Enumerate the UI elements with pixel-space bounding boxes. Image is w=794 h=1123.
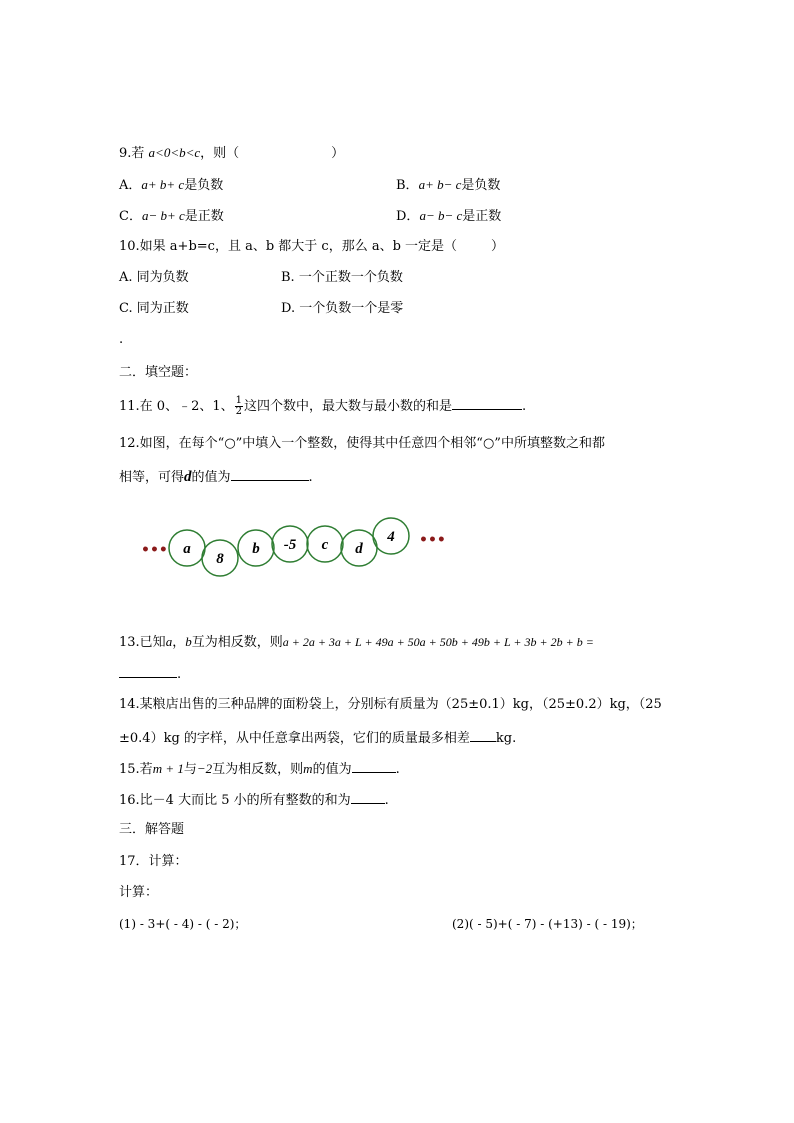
section-3-heading: 三．解答题 — [119, 822, 185, 837]
q10-option-a: A. 同为负数 — [119, 270, 189, 285]
q14-line-1: 14.某粮店出售的三种品牌的面粉袋上，分别标有质量为（25±0.1）kg，（25±0.2）kg，（25 — [119, 697, 662, 712]
q11-answer-blank[interactable] — [452, 396, 522, 410]
q10-stem: 10.如果 a+b=c，且 a、b 都大于 c，那么 a、b 一定是（ ） — [119, 239, 505, 254]
q10-option-c: C. 同为正数 — [119, 301, 189, 316]
circle-neg5 — [272, 526, 308, 562]
q12-line-1: 12.如图，在每个“○”中填入一个整数，使得其中任意四个相邻“○”中所填整数之和都 — [119, 436, 605, 451]
q10-option-b: B. 一个正数一个负数 — [281, 270, 403, 285]
q9-option-d: D．a− b− c是正数 — [396, 208, 502, 224]
svg-text:a: a — [183, 541, 191, 557]
q15-answer-blank[interactable] — [352, 759, 396, 773]
q13-line-2: . — [119, 664, 181, 684]
q15: 15.若m + 1与−2互为相反数，则m的值为 . — [119, 761, 400, 777]
ellipsis-right: ••• — [419, 532, 446, 548]
circle-4 — [373, 518, 409, 554]
q17-part-1: (1) - 3+( - 4) - ( - 2)； — [119, 917, 247, 931]
q9-option-b: B．a+ b− c是负数 — [396, 177, 501, 193]
q12-answer-blank[interactable] — [231, 467, 309, 481]
circle-a — [169, 530, 205, 566]
svg-text:4: 4 — [387, 529, 395, 545]
q9-option-c: C．a− b+ c是正数 — [119, 208, 224, 224]
q17-part-2: (2)( - 5)+( - 7) - (+13) - ( - 19)； — [452, 917, 643, 931]
circle-d — [341, 530, 377, 566]
svg-text:-5: -5 — [283, 537, 297, 553]
q16-answer-blank[interactable] — [351, 790, 385, 804]
q13-expression: a + 2a + 3a + L + 49a + 50a + 50b + 49b + L + 3b + 2b + b = — [282, 635, 594, 649]
q14-answer-blank[interactable] — [470, 728, 496, 742]
q13-answer-blank[interactable] — [119, 664, 177, 678]
section-2-heading: 二．填空题： — [119, 365, 198, 380]
circle-chain-diagram — [135, 512, 455, 580]
svg-text:d: d — [355, 541, 363, 557]
circle-c — [307, 526, 343, 562]
q13-line-1: 13.已知a，b互为相反数，则a + 2a + 3a + L + 49a + 50a + 50b + 49b + L + 3b + 2b + b = — [119, 634, 594, 650]
q11-fraction: $\frac{1}{2}$ — [235, 395, 242, 417]
q9-option-a: A．a+ b+ c是负数 — [119, 177, 224, 193]
circle-b — [238, 530, 274, 566]
q16: 16.比－4 大而比 5 小的所有整数的和为 . — [119, 790, 389, 810]
q9-stem: 9.若 a<0<b<c，则（ ） — [119, 145, 345, 161]
svg-text:b: b — [252, 541, 260, 557]
q14-line-2: ±0.4）kg 的字样，从中任意拿出两袋，它们的质量最多相差 kg. — [119, 728, 516, 748]
q9-condition: a<0<b<c — [148, 145, 201, 160]
stray-dot: . — [119, 332, 124, 347]
q12-line-2: 相等，可得d的值为 . — [119, 469, 313, 485]
q11: 11.在 0、﹣2、1、 $\frac{1}{2}$ 这四个数中，最大数与最小数的和是 . — [119, 395, 527, 417]
svg-text:8: 8 — [216, 551, 224, 567]
q17-title: 17．计算： — [119, 854, 188, 869]
svg-text:c: c — [321, 537, 329, 553]
q17-subtitle: 计算： — [119, 885, 159, 900]
circle-8 — [202, 540, 238, 576]
q10-option-d: D. 一个负数一个是零 — [281, 301, 404, 316]
ellipsis-left: ••• — [141, 542, 168, 558]
